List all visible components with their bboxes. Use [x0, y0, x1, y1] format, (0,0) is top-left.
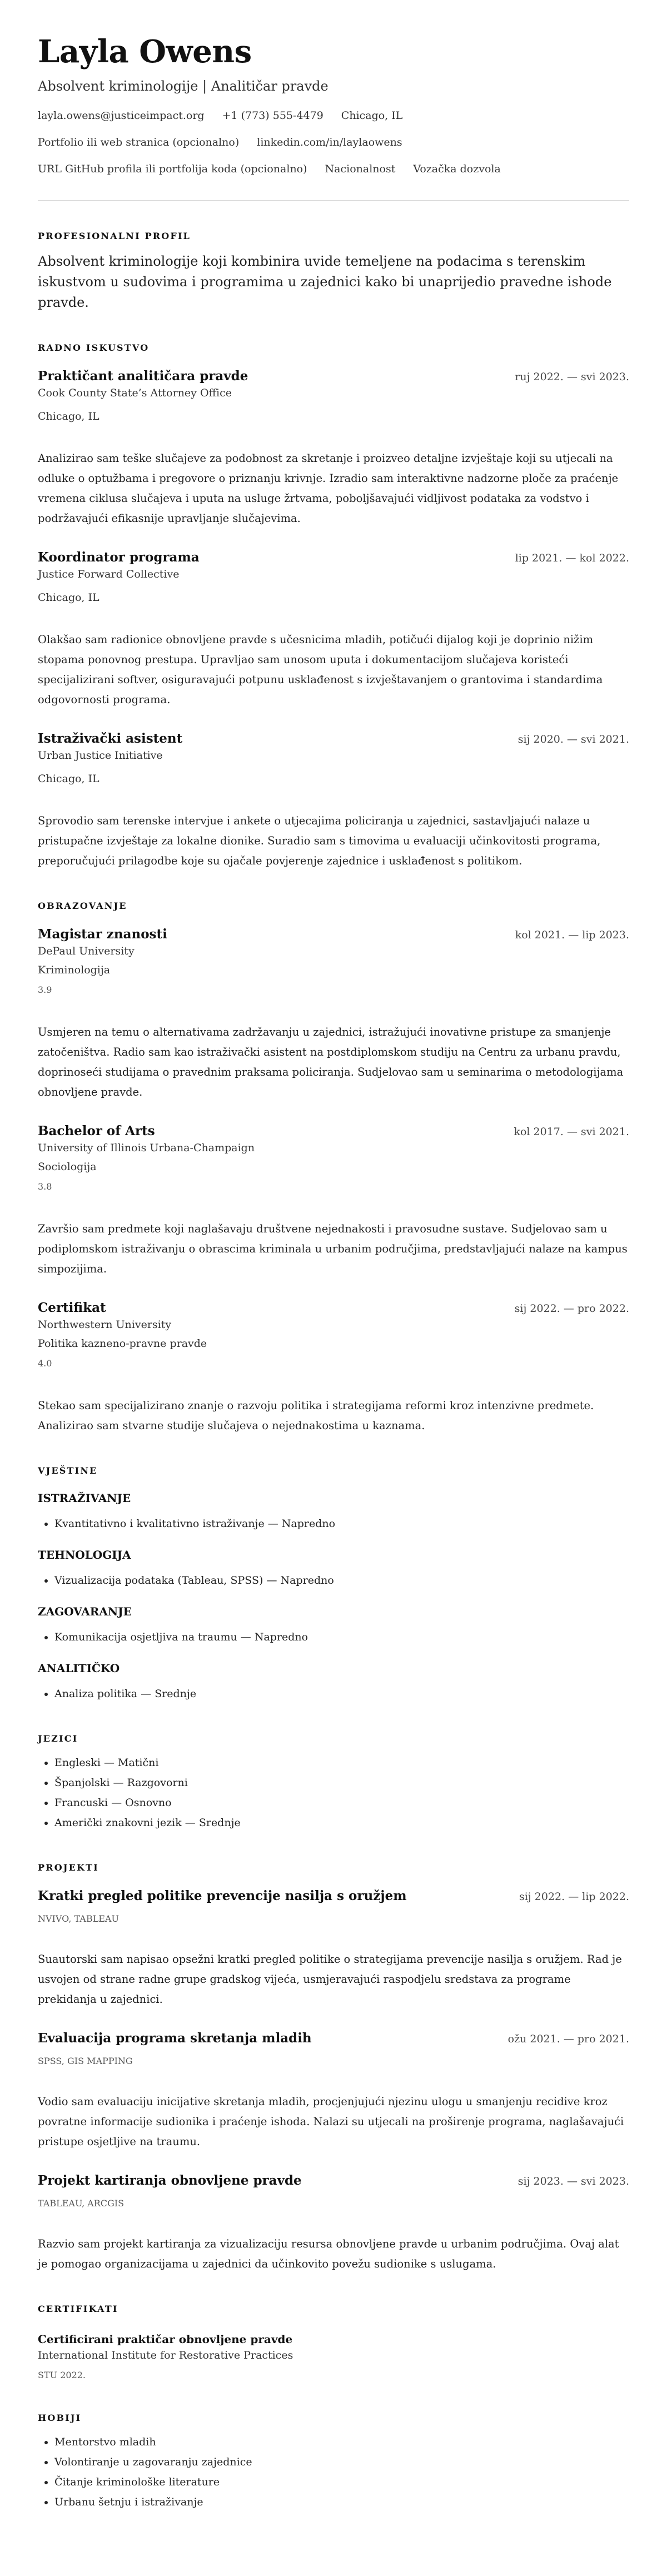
education-description: Usmjeren na temu o alternativama zadržavanju u zajednici, istražujući inovativne pristupe za smanjenje zatočeništva. Radio sam kao istraživački asistent na postdiplomskom studiju na Centru za urbanu pravdu, doprinoseći studijama o pravednim praksama policiranja. Sudjelovao sam u seminarima o metodologijama obnovljene pravde. — [38, 1026, 624, 1098]
education-entry — [38, 926, 629, 1102]
job-company: Justice Forward Collective — [38, 568, 180, 580]
experience-entry — [38, 549, 629, 710]
profile-section — [38, 230, 629, 313]
project-entry — [38, 1887, 629, 2010]
experience-entry — [38, 367, 629, 529]
contact-row — [38, 109, 629, 122]
education-dates: sij 2022. — pro 2022. — [514, 1302, 629, 1315]
contact-email[interactable]: layla.owens@justiceimpact.org — [38, 110, 205, 122]
skill-list — [38, 1514, 629, 1534]
project-description: Razvio sam projekt kartiranja za vizualizaciju resursa obnovljene pravde u urbanim područjima. Ovaj alat je pomogao organizacijama u zajednici da učinkovito povežu sudionike s uslugama. — [38, 2237, 619, 2270]
experience-entry — [38, 730, 629, 871]
project-entry — [38, 2030, 629, 2152]
languages-section — [38, 1733, 629, 1833]
job-description: Analizirao sam teške slučajeve za podobnost za skretanje i proizveo detaljne izvještaje koji su utjecali na odluke o optužbama i pregovore o priznanju krivnje. Izradio sam interaktivne nadzorne ploče za praćenje vremena ciklusa slučajeva i uputa na usluge žrtvama, poboljšavajući vidljivost podataka za vodstvo i podržavajući efikasnije upravljanje slučajevima. — [38, 452, 619, 525]
field-of-study: Kriminologija — [38, 964, 111, 976]
education-dates: kol 2017. — svi 2021. — [514, 1126, 629, 1138]
job-description: Olakšao sam radionice obnovljene pravde s učesnicima mladih, potičući dijalog koji je doprinio nižim stopama ponovnog prestupa. Upravljao sam unosom uputa i dokumentacijom slučajeva koristeći specijalizirani softver, osiguravajući potpunu usklađenost s izvještavanjem o grantovima i standardima odgovornosti programa. — [38, 633, 603, 706]
job-dates: sij 2020. — svi 2021. — [517, 733, 629, 745]
section-title: PROFESIONALNI PROFIL — [38, 231, 191, 241]
skill-list — [38, 1627, 629, 1647]
education-description: Završio sam predmete koji naglašavaju društvene nejednakosti i pravosudne sustave. Sudjelovao sam u podiplomskom istraživanju o obrascima kriminala u urbanim područjima, predstavljajući nalaze na kampus simpozijima. — [38, 1222, 628, 1275]
section-title: HOBIJI — [38, 2413, 82, 2423]
project-tags: SPSS, GIS MAPPING — [38, 2056, 133, 2066]
gpa: 4.0 — [38, 1358, 52, 1369]
skill-item: • Kvantitativno i kvalitativno istraživanje — Napredno — [54, 1514, 629, 1534]
hobby-item: • Čitanje kriminološke literature — [54, 2472, 629, 2492]
gpa: 3.9 — [38, 984, 52, 995]
contact-nationality: Nacionalnost — [325, 163, 396, 175]
certificate-issuer: International Institute for Restorative Practices — [38, 2349, 293, 2361]
skill-list — [38, 1684, 629, 1704]
hobby-item: • Urbanu šetnju i istraživanje — [54, 2492, 629, 2512]
skill-item: • Analiza politika — Srednje — [54, 1684, 629, 1704]
hobby-item: • Mentorstvo mladih — [54, 2432, 629, 2452]
field-of-study: Sociologija — [38, 1161, 97, 1173]
resume-header — [38, 32, 629, 176]
school-name: DePaul University — [38, 945, 135, 957]
certificates-section — [38, 2303, 629, 2383]
job-company: Cook County State’s Attorney Office — [38, 387, 232, 399]
contact-row — [38, 162, 629, 176]
section-title: JEZICI — [38, 1733, 78, 1744]
education-entry — [38, 1122, 629, 1279]
profile-summary: Absolvent kriminologije koji kombinira uvide temeljene na podacima s terenskim iskustvom u sudovima i programima u zajednici kako bi unaprijedio pravedne ishode pravde. — [38, 253, 612, 310]
school-name: Northwestern University — [38, 1319, 172, 1331]
job-location: Chicago, IL — [38, 773, 99, 785]
job-location: Chicago, IL — [38, 591, 99, 604]
project-description: Suautorski sam napisao opsežni kratki pregled politike o strategijama prevencije nasilja s oružjem. Rad je usvojen od strane radne grupe gradskog vijeća, usmjeravajući raspodjelu sredstava za programe prekidanja u zajednici. — [38, 1953, 622, 2006]
job-title: Koordinator programa — [38, 550, 200, 565]
degree-title: Certifikat — [38, 1300, 106, 1315]
job-title: Istraživački asistent — [38, 731, 183, 746]
degree-title: Bachelor of Arts — [38, 1123, 155, 1138]
skill-group-title: TEHNOLOGIJA — [38, 1548, 131, 1561]
job-dates: lip 2021. — kol 2022. — [515, 552, 629, 564]
skills-section — [38, 1465, 629, 1704]
skill-item: • Vizualizacija podataka (Tableau, SPSS) — Napredno — [54, 1570, 629, 1590]
language-item: • Američki znakovni jezik — Srednje — [54, 1813, 629, 1833]
language-item: • Španjolski — Razgovorni — [54, 1773, 629, 1793]
school-name: University of Illinois Urbana-Champaign — [38, 1142, 255, 1154]
contact-location: Chicago, IL — [341, 110, 403, 122]
degree-title: Magistar znanosti — [38, 927, 167, 942]
candidate-headline: Absolvent kriminologije | Analitičar pravde — [38, 78, 328, 94]
skill-group-title: ANALITIČKO — [38, 1662, 120, 1675]
education-section — [38, 900, 629, 1436]
job-dates: ruj 2022. — svi 2023. — [515, 371, 629, 383]
project-tags: NVIVO, TABLEAU — [38, 1913, 119, 1924]
candidate-name: Layla Owens — [38, 33, 252, 70]
contact-row — [38, 136, 629, 149]
contact-driving-license: Vozačka dozvola — [413, 163, 501, 175]
language-item: • Francuski — Osnovno — [54, 1793, 629, 1813]
education-description: Stekao sam specijalizirano znanje o razvoju politika i strategijama reformi kroz intenzivne predmete. Analizirao sam stvarne studije slučajeva o nejednakostima u kaznama. — [38, 1399, 594, 1432]
skill-item: • Komunikacija osjetljiva na traumu — Napredno — [54, 1627, 629, 1647]
project-description: Vodio sam evaluaciju inicijative skretanja mladih, procjenjujući njezinu ulogu u smanjenju recidive kroz povratne informacije sudionika i praćenje ishoda. Nalazi su utjecali na proširenje programa, naglašavajući pristupe osjetljive na traumu. — [38, 2095, 624, 2148]
education-dates: kol 2021. — lip 2023. — [515, 929, 629, 941]
contact-linkedin[interactable]: linkedin.com/in/laylaowens — [257, 136, 402, 148]
gpa: 3.8 — [38, 1181, 52, 1192]
project-entry — [38, 2172, 629, 2274]
hobby-item: • Volontiranje u zagovaranju zajednice — [54, 2452, 629, 2472]
section-title: VJEŠTINE — [38, 1465, 98, 1476]
job-location: Chicago, IL — [38, 410, 99, 422]
language-item: • Engleski — Matični — [54, 1753, 629, 1773]
job-company: Urban Justice Initiative — [38, 749, 163, 762]
hobby-list — [38, 2432, 629, 2512]
section-title: PROJEKTI — [38, 1862, 99, 1873]
hobbies-section — [38, 2412, 629, 2512]
contact-phone[interactable]: +1 (773) 555-4479 — [222, 110, 323, 122]
certificate-date: STU 2022. — [38, 2370, 86, 2380]
contact-portfolio[interactable]: Portfolio ili web stranica (opcionalno) — [38, 136, 240, 148]
project-title: Projekt kartiranja obnovljene pravde — [38, 2173, 302, 2188]
skill-list — [38, 1570, 629, 1590]
project-title: Kratki pregled politike prevencije nasilja s oružjem — [38, 1888, 407, 1903]
section-title: RADNO ISKUSTVO — [38, 342, 150, 353]
projects-section — [38, 1862, 629, 2274]
skill-group-title: ZAGOVARANJE — [38, 1605, 132, 1618]
project-dates: sij 2022. — lip 2022. — [519, 1891, 629, 1903]
field-of-study: Politika kazneno-pravne pravde — [38, 1337, 207, 1350]
project-tags: TABLEAU, ARCGIS — [38, 2198, 125, 2209]
job-description: Sprovodio sam terenske intervjue i ankete o utjecajima policiranja u zajednici, sastavljajući nalaze u pristupačne izvještaje za lokalne dionike. Suradio sam s timovima u evaluaciji učinkovitosti programa, preporučujući prilagodbe koje su ojačale povjerenje zajednice i usklađenost s politikom. — [38, 814, 601, 867]
project-dates: sij 2023. — svi 2023. — [517, 2175, 629, 2187]
project-dates: ožu 2021. — pro 2021. — [507, 2033, 629, 2045]
job-title: Praktičant analitičara pravde — [38, 369, 248, 384]
contact-github[interactable]: URL GitHub profila ili portfolija koda (opcionalno) — [38, 163, 307, 175]
section-title: CERTIFIKATI — [38, 2304, 118, 2314]
header-divider — [38, 200, 629, 201]
education-entry — [38, 1299, 629, 1436]
section-title: OBRAZOVANJE — [38, 901, 127, 911]
certificate-name: Certificirani praktičar obnovljene pravde — [38, 2333, 293, 2346]
skill-group-title: ISTRAŽIVANJE — [38, 1491, 131, 1505]
experience-section — [38, 342, 629, 871]
language-list — [38, 1753, 629, 1833]
project-title: Evaluacija programa skretanja mladih — [38, 2031, 312, 2046]
